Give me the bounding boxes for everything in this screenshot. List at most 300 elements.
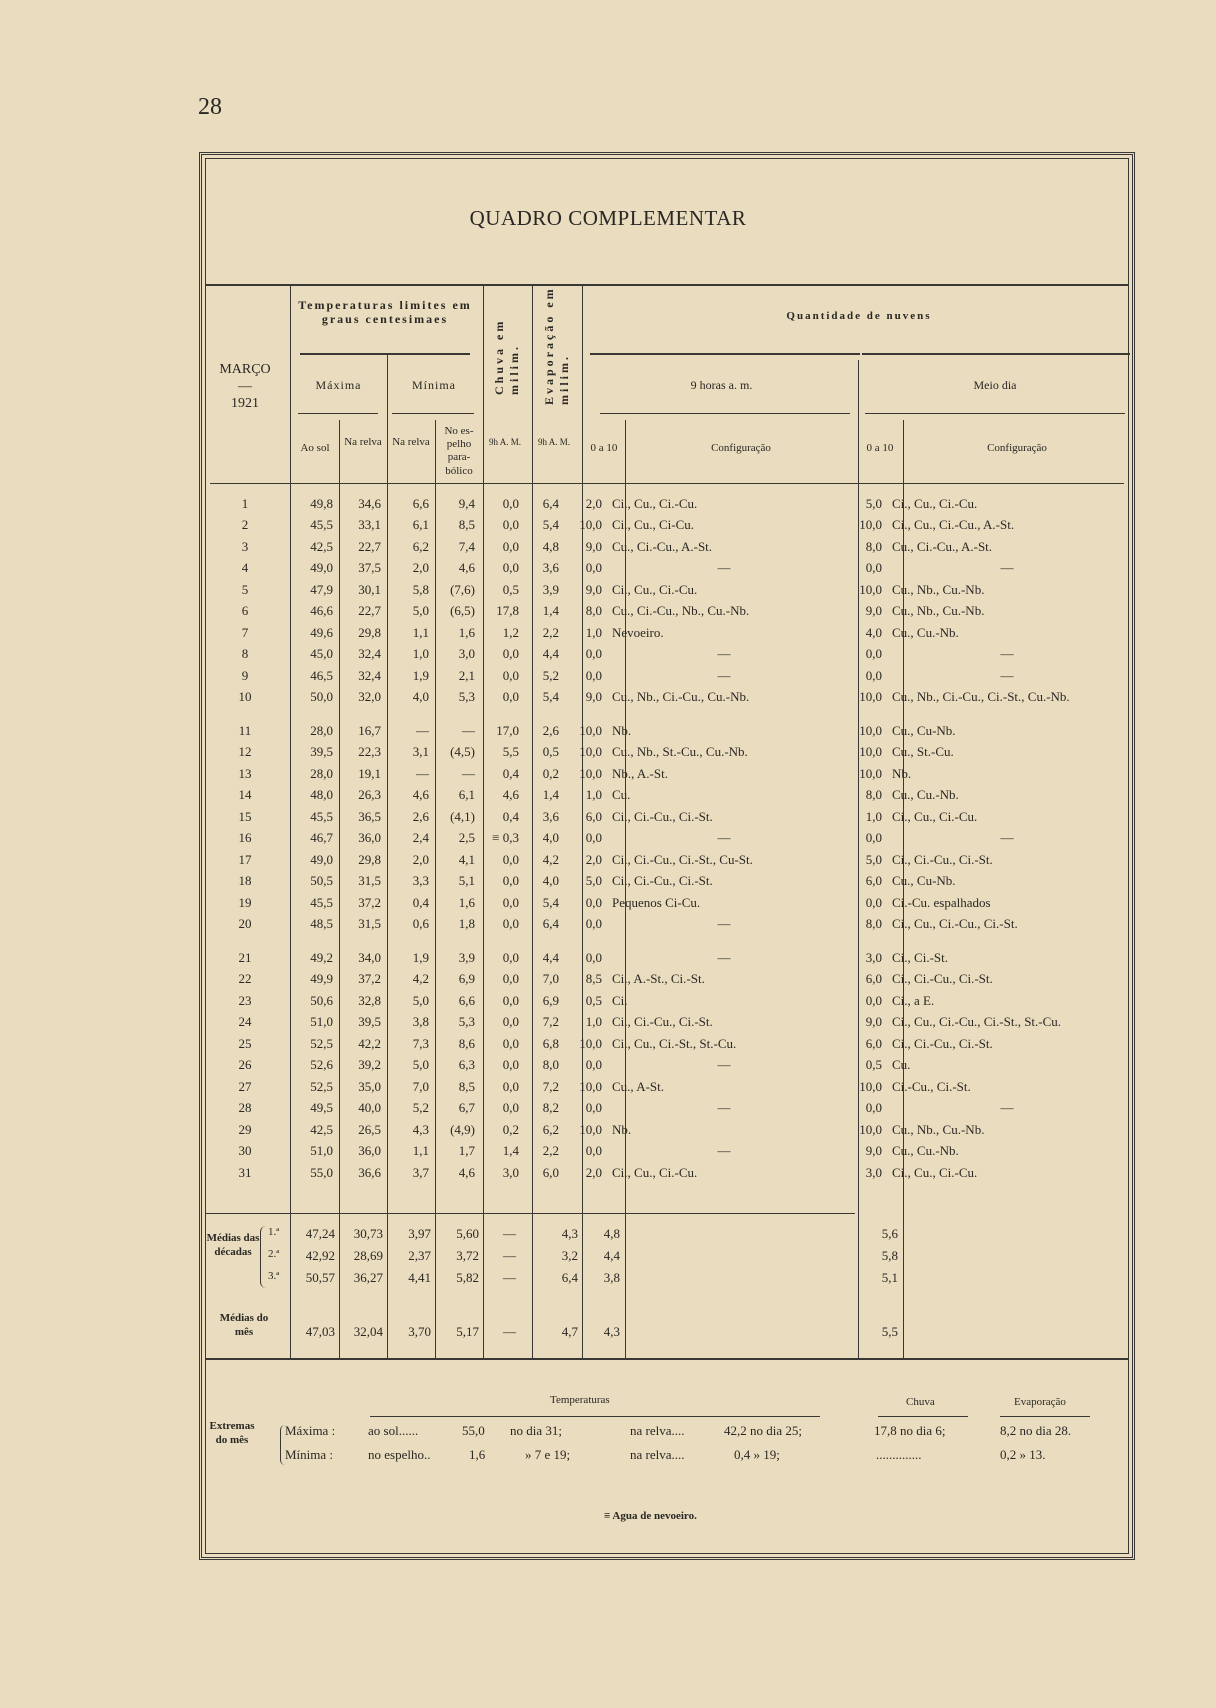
table-cell: 4,3 (412, 1121, 429, 1137)
table-cell: 7,2 (542, 1014, 559, 1030)
month-mean-value: — (503, 1324, 516, 1339)
table-cell: 5,1 (458, 873, 475, 889)
table-cell: Ci.-Cu., Ci.-St. (892, 1078, 971, 1094)
table-cell: 1,7 (458, 1143, 475, 1159)
table-cell: 9,0 (865, 603, 882, 619)
table-cell: 40,0 (358, 1100, 381, 1116)
ext-max-evap: 8,2 no dia 28. (1000, 1423, 1072, 1438)
table-cell: (4,5) (450, 744, 475, 760)
table-cell: 47,9 (310, 581, 333, 597)
page-number: 28 (198, 94, 222, 120)
table-cell: 0,0 (502, 992, 519, 1008)
table-cell: 10,0 (859, 722, 882, 738)
table-cell: 4,4 (542, 646, 559, 662)
table-cell: 42,5 (310, 538, 333, 554)
table-cell: 26,3 (358, 787, 381, 803)
day-cell: 2 (241, 517, 249, 533)
ext-max-relva-val: 42,2 no dia 25; (724, 1423, 802, 1438)
table-cell: 1,1 (412, 624, 429, 640)
table-cell: 49,9 (310, 971, 333, 987)
table-cell: 39,5 (358, 1014, 381, 1030)
table-cell: 5,2 (542, 667, 559, 683)
table-cell: Ci., Cu., Ci.-Cu. (612, 581, 698, 597)
day-cell: 16 (238, 830, 252, 846)
table-cell: 2,0 (412, 851, 429, 867)
ext-max-sol-val: 55,0 (462, 1423, 485, 1438)
extremes-evap-header: Evaporação (1014, 1396, 1066, 1408)
table-cell: 34,0 (358, 949, 381, 965)
table-cell: 4,6 (458, 560, 475, 576)
table-cell: 50,0 (310, 689, 333, 705)
table-cell: 48,0 (310, 787, 333, 803)
day-cell: 5 (241, 581, 249, 597)
table-cell: 0,0 (502, 851, 519, 867)
table-cell: 0,0 (585, 916, 602, 932)
table-cell: 55,0 (310, 1164, 333, 1180)
table-cell: Ci., Cu., Ci.-Cu., A.-St. (892, 517, 1015, 533)
table-cell: 1,0 (585, 624, 602, 640)
day-cell: 4 (241, 560, 249, 576)
table-row (205, 1076, 1122, 1098)
table-cell: 32,4 (358, 667, 381, 683)
ext-max-relva: na relva.... (630, 1423, 685, 1438)
ext-min-evap: 0,2 » 13. (1000, 1447, 1046, 1462)
table-cell: 34,6 (358, 495, 381, 511)
table-cell: 0,0 (502, 689, 519, 705)
day-cell: 8 (241, 646, 249, 662)
month-mean-value: 5,17 (456, 1324, 479, 1339)
day-cell: 12 (238, 744, 252, 760)
table-row (205, 665, 1122, 687)
table-cell: Ci., Cu., Ci.-Cu. (892, 1164, 978, 1180)
table-cell: 22,3 (358, 744, 381, 760)
decade-mean-value: 3,97 (408, 1226, 431, 1241)
table-cell: 45,5 (310, 808, 333, 824)
table-row (205, 828, 1122, 850)
table-cell: Cu., Nb., Cu.-Nb. (892, 603, 985, 619)
ext-max-sol: ao sol...... (368, 1423, 419, 1438)
day-cell: 30 (238, 1143, 252, 1159)
day-cell: 11 (238, 722, 252, 738)
table-cell: 31,5 (358, 873, 381, 889)
table-cell: Ci., Ci.-Cu., Ci.-St. (892, 851, 993, 867)
table-cell: 10,0 (579, 744, 602, 760)
table-cell: 0,0 (502, 517, 519, 533)
day-cell: 10 (238, 689, 252, 705)
table-cell: 9,0 (585, 689, 602, 705)
table-cell: Ci., Cu., Ci.-Cu. (612, 1164, 698, 1180)
table-cell: 4,0 (412, 689, 429, 705)
table-cell: Ci., Ci.-St. (892, 949, 948, 965)
decade-mean-value: 50,57 (305, 1270, 335, 1285)
table-cell: Cu., Ci.-Cu., Nb., Cu.-Nb. (612, 603, 750, 619)
table-cell: 6,1 (458, 787, 475, 803)
decade-mean-value: 4,41 (408, 1270, 431, 1285)
footnote: ≡ Agua de nevoeiro. (604, 1510, 697, 1522)
table-row (205, 1033, 1122, 1055)
table-cell: — (462, 765, 475, 781)
table-cell: 5,8 (412, 581, 429, 597)
table-cell: 4,6 (412, 787, 429, 803)
na-relva-max-header: Na relva (344, 436, 382, 448)
day-cell: 27 (238, 1078, 252, 1094)
decade-mean-value: 3,72 (456, 1248, 479, 1263)
table-cell: 5,0 (865, 851, 882, 867)
table-cell: 6,0 (865, 971, 882, 987)
table-cell: 0,4 (502, 808, 519, 824)
table-cell: 8,0 (585, 603, 602, 619)
decade-brace (260, 1226, 267, 1288)
ext-max-chuva: 17,8 no dia 6; (874, 1423, 946, 1438)
table-cell: 4,0 (542, 873, 559, 889)
decade-mean-value: 5,1 (881, 1270, 898, 1285)
table-row (205, 1119, 1122, 1141)
table-cell: — (416, 722, 429, 738)
table-cell: 10,0 (579, 1078, 602, 1094)
table-cell: 0,2 (502, 1121, 519, 1137)
ext-min-label: Mínima : (285, 1447, 334, 1462)
day-cell: 31 (238, 1164, 252, 1180)
table-cell: 0,0 (502, 1057, 519, 1073)
table-cell: 0,0 (585, 646, 602, 662)
table-cell: 45,0 (310, 646, 333, 662)
table-cell: Ci., Ci.-Cu., Ci.-St. (612, 1014, 713, 1030)
table-cell: 16,7 (358, 722, 381, 738)
extremes-rain-header: Chuva (906, 1396, 935, 1408)
table-cell: 22,7 (358, 538, 381, 554)
table-cell: Cu., Cu.-Nb. (892, 787, 959, 803)
table-cell: 1,4 (502, 1143, 519, 1159)
table-cell: 6,6 (412, 495, 429, 511)
ext-max-label: Máxima : (285, 1423, 336, 1438)
table-cell: 3,9 (542, 581, 559, 597)
table-cell: 0,0 (585, 830, 602, 846)
table-cell: 4,0 (542, 830, 559, 846)
day-cell: 26 (238, 1057, 252, 1073)
table-cell: Ci. (612, 992, 628, 1008)
table-cell: 0,0 (502, 1035, 519, 1051)
evaporation-header: Evaporação em milim. (542, 286, 571, 405)
table-cell: 10,0 (579, 722, 602, 738)
table-cell: Nb., A.-St. (612, 765, 668, 781)
table-cell: Cu., Nb., St.-Cu., Cu.-Nb. (612, 744, 748, 760)
table-cell: 45,5 (310, 894, 333, 910)
table-cell: 2,0 (585, 1164, 602, 1180)
ext-min-relva-val: 0,4 » 19; (734, 1447, 780, 1462)
minima-header: Mínima (412, 378, 456, 392)
table-row (205, 914, 1122, 936)
table-cell: — (717, 949, 731, 965)
table-row (205, 644, 1122, 666)
table-cell: 32,4 (358, 646, 381, 662)
daily-table (205, 493, 1122, 1184)
table-cell: 3,7 (412, 1164, 429, 1180)
decade-mean-value: 28,69 (353, 1248, 383, 1263)
day-cell: 14 (238, 787, 252, 803)
table-cell: 0,6 (412, 916, 429, 932)
table-cell: 0,0 (502, 949, 519, 965)
table-cell: Cu., A-St. (612, 1078, 665, 1094)
table-cell: 5,4 (542, 517, 559, 533)
table-cell: 0,4 (502, 765, 519, 781)
table-cell: 50,6 (310, 992, 333, 1008)
table-cell: 8,0 (865, 787, 882, 803)
table-cell: — (462, 722, 475, 738)
table-cell: — (1000, 646, 1014, 662)
table-cell: 5,0 (412, 603, 429, 619)
day-cell: 25 (238, 1035, 252, 1051)
table-cell: 8,0 (542, 1057, 559, 1073)
table-cell: 0,0 (585, 894, 602, 910)
table-cell: 1,4 (542, 603, 559, 619)
table-cell: 33,1 (358, 517, 381, 533)
table-cell: 10,0 (579, 1035, 602, 1051)
table-cell: 5,4 (542, 689, 559, 705)
table-cell: 28,0 (310, 765, 333, 781)
decade-mean-value: 5,8 (881, 1248, 898, 1263)
table-cell: — (1000, 560, 1014, 576)
table-cell: 1,8 (458, 916, 475, 932)
table-cell: Nb. (612, 722, 632, 738)
decade-mean-value: 36,27 (353, 1270, 383, 1285)
month-mean-value: 4,3 (603, 1324, 620, 1339)
table-cell: 6,8 (542, 1035, 559, 1051)
table-cell: 37,5 (358, 560, 381, 576)
table-cell: Cu., St.-Cu. (892, 744, 954, 760)
table-cell: 7,2 (542, 1078, 559, 1094)
table-cell: 2,6 (542, 722, 559, 738)
table-cell: 3,6 (542, 808, 559, 824)
table-cell: 2,2 (542, 624, 559, 640)
decade-ordinal: 3.ª (268, 1270, 280, 1282)
month-mean-value: 4,7 (561, 1324, 578, 1339)
evap-hour-header: 9h A. M. (537, 437, 570, 447)
day-cell: 28 (238, 1100, 252, 1116)
table-cell: 2,6 (412, 808, 429, 824)
table-cell: Ci., A.-St., Ci.-St. (612, 971, 705, 987)
table-cell: 39,2 (358, 1057, 381, 1073)
table-cell: 32,0 (358, 689, 381, 705)
table-cell: Ci., Cu., Ci.-Cu. (892, 495, 978, 511)
table-cell: Cu., Nb., Ci.-Cu., Ci.-St., Cu.-Nb. (892, 689, 1070, 705)
table-cell: 0,0 (865, 992, 882, 1008)
table-cell: 1,6 (458, 894, 475, 910)
extremes-temperatures-header: Temperaturas (550, 1394, 610, 1406)
decade-mean-value: 4,8 (603, 1226, 620, 1241)
table-cell: 8,5 (458, 1078, 475, 1094)
nine-hours-header: 9 horas a. m. (690, 378, 753, 392)
decade-mean-value: — (503, 1226, 516, 1241)
table-cell: 0,0 (865, 1100, 882, 1116)
table-row (205, 515, 1122, 537)
table-cell: 49,6 (310, 624, 333, 640)
table-cell: 52,5 (310, 1078, 333, 1094)
decade-mean-value: 42,92 (305, 1248, 335, 1263)
table-row (205, 1055, 1122, 1077)
month-means-label: Médias do mês (219, 1312, 269, 1338)
table-cell: 4,6 (458, 1164, 475, 1180)
table-cell: ≡ 0,3 (492, 830, 519, 846)
table-cell: (4,9) (450, 1121, 475, 1137)
table-cell: 49,2 (310, 949, 333, 965)
midday-header: Meio dia (973, 378, 1017, 392)
table-row (205, 871, 1122, 893)
table-cell: 5,2 (412, 1100, 429, 1116)
table-cell: 6,3 (458, 1057, 475, 1073)
table-cell: 39,5 (310, 744, 333, 760)
table-row (205, 579, 1122, 601)
table-cell: — (416, 765, 429, 781)
table-cell: 5,4 (542, 894, 559, 910)
table-row (205, 742, 1122, 764)
table-row (205, 892, 1122, 914)
table-cell: 4,2 (542, 851, 559, 867)
table-cell: — (717, 560, 731, 576)
table-cell: 10,0 (859, 581, 882, 597)
decade-mean-value: 4,4 (603, 1248, 620, 1263)
table-cell: 2,5 (458, 830, 475, 846)
table-row (205, 558, 1122, 580)
table-cell: 6,0 (542, 1164, 559, 1180)
table-cell: 1,4 (542, 787, 559, 803)
table-cell: Ci., Ci.-Cu., Ci.-St., Cu-St. (612, 851, 753, 867)
table-cell: Cu., Nb., Ci.-Cu., Cu.-Nb. (612, 689, 750, 705)
table-row (205, 785, 1122, 807)
decade-ordinal: 1.ª (268, 1226, 280, 1238)
table-cell: 0,5 (502, 581, 519, 597)
day-cell: 13 (238, 765, 252, 781)
table-cell: 4,1 (458, 851, 475, 867)
table-cell: 7,0 (542, 971, 559, 987)
table-row (205, 536, 1122, 558)
table-cell: 10,0 (859, 1078, 882, 1094)
table-cell: 4,8 (542, 538, 559, 554)
table-cell: 52,5 (310, 1035, 333, 1051)
table-cell: 9,0 (865, 1014, 882, 1030)
table-cell: Cu. (892, 1057, 911, 1073)
decade-mean-value: 2,37 (408, 1248, 431, 1263)
table-row (205, 806, 1122, 828)
table-cell: 5,0 (585, 873, 602, 889)
table-row (205, 493, 1122, 515)
table-cell: Ci., Ci.-Cu., Ci.-St. (612, 808, 713, 824)
table-cell: 3,3 (412, 873, 429, 889)
table-cell: 8,0 (865, 538, 882, 554)
table-cell: 5,0 (412, 992, 429, 1008)
table-cell: 51,0 (310, 1014, 333, 1030)
decade-ordinal: 2.ª (268, 1248, 280, 1260)
day-cell: 1 (241, 495, 249, 511)
decade-mean-value: 5,82 (456, 1270, 479, 1285)
page-title: QUADRO COMPLEMENTAR (469, 206, 747, 230)
table-cell: Ci., Ci.-Cu., Ci.-St. (892, 971, 993, 987)
decade-mean-value: 4,3 (561, 1226, 578, 1241)
table-cell: 0,0 (585, 1057, 602, 1073)
table-cell: (6,5) (450, 603, 475, 619)
day-cell: 21 (238, 949, 252, 965)
table-cell: Ci., Cu., Ci-Cu. (612, 517, 694, 533)
table-cell: 0,0 (502, 916, 519, 932)
day-cell: 15 (238, 808, 252, 824)
table-cell: Ci., Cu., Ci.-Cu., Ci.-St. (892, 916, 1018, 932)
table-cell: 0,0 (502, 971, 519, 987)
table-cell: 7,3 (412, 1035, 429, 1051)
table-cell: 45,5 (310, 517, 333, 533)
table-cell: 9,0 (585, 581, 602, 597)
table-cell: Cu. (612, 787, 631, 803)
table-cell: Ci., Ci.-Cu., Ci.-St. (892, 1035, 993, 1051)
table-cell: 5,3 (458, 689, 475, 705)
day-cell: 23 (238, 992, 252, 1008)
table-cell: 42,2 (358, 1035, 381, 1051)
table-cell: 0,0 (585, 949, 602, 965)
decade-mean-value: — (503, 1270, 516, 1285)
extremes-brace (280, 1425, 286, 1465)
table-row (205, 1098, 1122, 1120)
table-cell: (4,1) (450, 808, 475, 824)
table-cell: 7,4 (458, 538, 475, 554)
table-row (205, 1162, 1122, 1184)
table-cell: Cu., Nb., Cu.-Nb. (892, 581, 985, 597)
table-cell: 6,4 (542, 495, 559, 511)
table-cell: — (717, 1143, 731, 1159)
ext-min-chuva: .............. (876, 1447, 922, 1462)
table-cell: 8,5 (458, 517, 475, 533)
table-cell: 6,0 (865, 1035, 882, 1051)
decade-mean-value: 5,6 (881, 1226, 898, 1241)
table-cell: 0,0 (585, 667, 602, 683)
table-cell: 0,0 (502, 667, 519, 683)
table-cell: 22,7 (358, 603, 381, 619)
ext-min-espelho: no espelho.. (368, 1447, 431, 1462)
table-cell: 19,1 (358, 765, 381, 781)
table-cell: 51,0 (310, 1143, 333, 1159)
table-cell: 48,5 (310, 916, 333, 932)
table-cell: 10,0 (579, 765, 602, 781)
table-cell: 6,4 (542, 916, 559, 932)
table-cell: 4,4 (542, 949, 559, 965)
table-cell: Ci., Cu., Ci.-St., St.-Cu. (612, 1035, 737, 1051)
table-row (205, 687, 1122, 709)
day-cell: 9 (241, 667, 249, 683)
table-cell: 5,3 (458, 1014, 475, 1030)
table-cell: 36,0 (358, 1143, 381, 1159)
table-cell: 10,0 (859, 1121, 882, 1137)
ext-min-espelho-day: » 7 e 19; (525, 1447, 571, 1462)
table-cell: 3,0 (865, 1164, 882, 1180)
decade-mean-value: 47,24 (305, 1226, 335, 1241)
table-cell: Ci., Cu., Ci.-Cu. (612, 495, 698, 511)
table-cell: 1,0 (585, 787, 602, 803)
table-cell: 0,0 (502, 495, 519, 511)
table-cell: 2,1 (458, 667, 475, 683)
table-cell: 0,0 (502, 894, 519, 910)
table-cell: 49,0 (310, 851, 333, 867)
table-cell: 6,2 (542, 1121, 559, 1137)
table-cell: 0,4 (412, 894, 429, 910)
table-cell: 6,0 (585, 808, 602, 824)
month-mean-value: 5,5 (881, 1324, 898, 1339)
table-cell: 0,0 (865, 830, 882, 846)
espelho-header: No es- pelho para- bólico (444, 425, 474, 477)
table-cell: 1,9 (412, 949, 429, 965)
table-cell: Ci., Cu., Ci.-Cu., Ci.-St., St.-Cu. (892, 1014, 1062, 1030)
table-cell: 9,0 (865, 1143, 882, 1159)
day-cell: 6 (241, 603, 249, 619)
month-label: MARÇO — 1921 (219, 362, 271, 411)
table-cell: 5,0 (412, 1057, 429, 1073)
table-cell: 30,1 (358, 581, 381, 597)
